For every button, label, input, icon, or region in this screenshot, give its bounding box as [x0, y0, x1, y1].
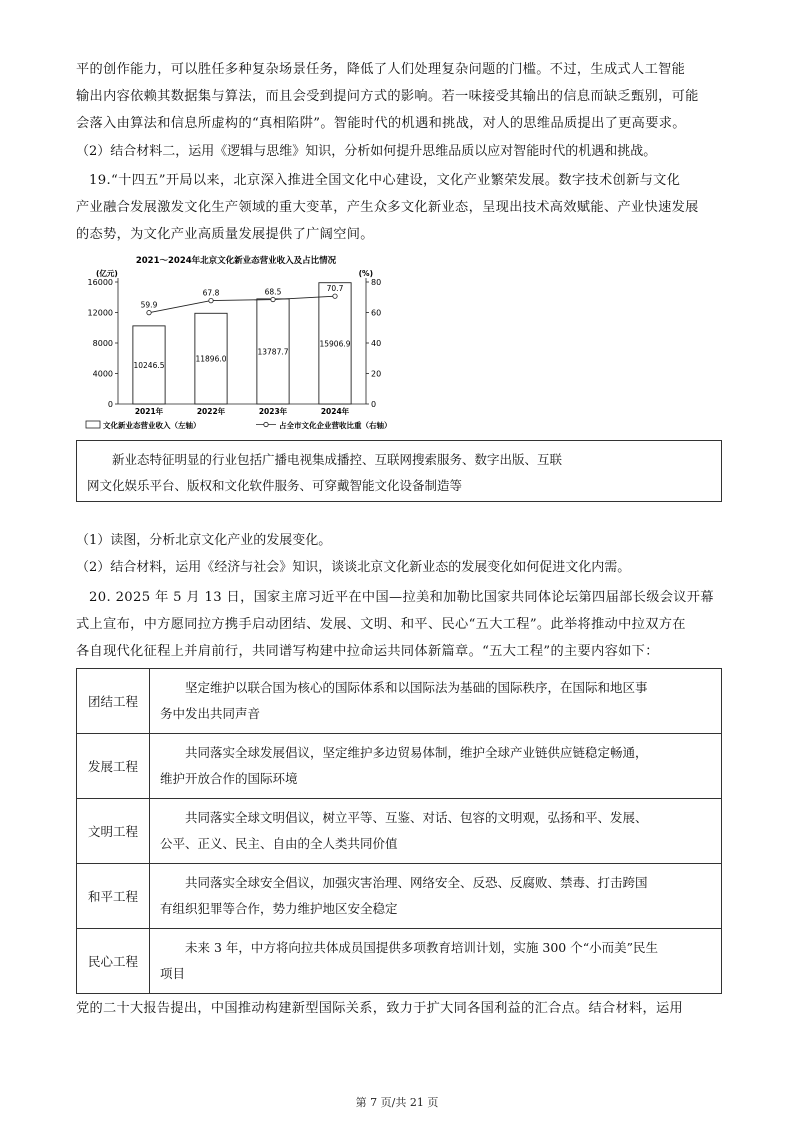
line-value-label: 70.7 [326, 284, 344, 294]
line-point [333, 294, 337, 298]
project-description [150, 864, 722, 929]
legend-line-marker [264, 422, 268, 426]
text-line: 维护开放合作的国际环境 [160, 771, 298, 786]
question-20-stem [76, 584, 726, 665]
right-tick-label: 80 [371, 278, 382, 287]
left-tick-label: 16000 [87, 278, 113, 287]
project-description [150, 799, 722, 864]
right-axis-unit: (%) [358, 269, 373, 278]
page-number: 第 7 页/共 21 页 [355, 1096, 439, 1109]
table-row [77, 734, 722, 799]
text-line: 坚定维护以联合国为核心的国际体系和以国际法为基础的国际秩序，在国际和地区事 [185, 680, 648, 695]
table-row [77, 669, 722, 734]
new-business-note [76, 440, 722, 502]
text-line: 未来 3 年，中方将向拉共体成员国提供多项教育培训计划，实施 300 个“小而美”民生 [185, 940, 658, 955]
x-tick-label: 2022年 [196, 407, 226, 416]
right-tick-label: 20 [371, 369, 382, 379]
left-tick-label: 12000 [87, 308, 113, 318]
line-value-label: 68.5 [264, 287, 282, 297]
text-line: 共同落实全球发展倡议，坚定维护多边贸易体制，维护全球产业链供应链稳定畅通， [185, 745, 648, 760]
text-line: 有组织犯罪等合作，势力维护地区安全稳定 [160, 901, 398, 916]
left-tick-label: 8000 [92, 339, 113, 348]
line-point [147, 310, 151, 314]
project-description [150, 929, 722, 994]
table-row [77, 799, 722, 864]
table-row [77, 864, 722, 929]
five-projects-table [76, 668, 722, 994]
bar-value-label: 11896.0 [195, 354, 227, 364]
text-line: 平的创作能力，可以胜任多种复杂场景任务，降低了人们处理复杂问题的门槛。不过，生成式人工智能 [76, 62, 686, 77]
share-line [149, 296, 335, 312]
table-row [77, 929, 722, 994]
right-tick-label: 60 [371, 308, 382, 318]
text-line: 新业态特征明显的行业包括广播电视集成播控、互联网搜索服务、数字出版、互联 [112, 452, 563, 467]
project-name: 发展工程 [77, 734, 150, 799]
x-tick-label: 2023年 [258, 407, 288, 416]
right-tick-label: 0 [371, 400, 377, 409]
text-line: 式上宣布，中方愿同拉方携手启动团结、发展、文明、和平、民心“五大工程”。此举将推动中拉双方在 [76, 617, 686, 632]
text-line: 公平、正义、民主、自由的全人类共同价值 [160, 836, 398, 851]
chart-legend [86, 420, 392, 430]
text-line: 务中发出共同声音 [160, 706, 261, 721]
line-value-label: 67.8 [202, 288, 220, 298]
text-line: 19.“十四五”开局以来，北京深入推进全国文化中心建设，文化产业繁荣发展。数字技术创新与文化 [89, 173, 681, 188]
text-line: 网文化娱乐平台、版权和文化软件服务、可穿戴智能文化设备制造等 [87, 478, 463, 493]
left-tick-label: 0 [107, 400, 113, 409]
text-line: 共同落实全球文明倡议，树立平等、互鉴、对话、包容的文明观，弘扬和平、发展、 [185, 810, 648, 825]
text-line: 共同落实全球安全倡议，加强灾害治理、网络安全、反恐、反腐败、禁毒、打击跨国 [185, 875, 648, 890]
x-tick-label: 2021年 [134, 407, 164, 416]
text-line: 的态势，为文化产业高质量发展提供了广阔空间。 [76, 227, 374, 242]
text-line: 会落入由算法和信息所虚构的“真相陷阱”。智能时代的机遇和挑战，对人的思维品质提出了更高要求。 [76, 116, 686, 131]
legend-bar-label: 文化新业态营业收入（左轴） [103, 421, 201, 430]
project-name: 文明工程 [77, 799, 150, 864]
material-two-continuation [76, 56, 726, 137]
text-line: 输出内容依赖其数据集与算法，而且会受到提问方式的影响。若一味接受其输出的信息而缺乏甄别，可能 [76, 89, 699, 104]
question-19-2: （2）结合材料，运用《经济与社会》知识，谈谈北京文化新业态的发展变化如何促进文化内需。 [76, 560, 631, 575]
legend-bar-swatch [86, 421, 100, 428]
text-line: 20. 2025 年 5 月 13 日，国家主席习近平在中国—拉美和加勒比国家共同体论坛第四届部长级会议开幕 [89, 590, 714, 605]
project-name: 团结工程 [77, 669, 150, 734]
line-point [209, 298, 213, 302]
question-19-stem [76, 167, 726, 248]
right-tick-label: 40 [371, 339, 382, 348]
bar-value-label: 10246.5 [133, 360, 165, 370]
project-description [150, 734, 722, 799]
text-line: 产业融合发展激发文化生产领域的重大变革，产生众多文化新业态，呈现出技术高效赋能、产业快速发展 [76, 200, 699, 215]
left-axis-unit: (亿元) [96, 269, 118, 278]
legend-line-label: 占全市文化企业营收比重（右轴） [279, 421, 392, 430]
text-line: 项目 [160, 966, 186, 981]
project-name: 民心工程 [77, 929, 150, 994]
revenue-chart [76, 252, 396, 437]
chart-title: 2021～2024年北京文化新业态营业收入及占比情况 [135, 256, 337, 266]
project-name: 和平工程 [77, 864, 150, 929]
line-series [141, 284, 344, 315]
line-point [271, 297, 275, 301]
bar-series [133, 283, 351, 404]
project-description [150, 669, 722, 734]
x-tick-label: 2024年 [320, 407, 350, 416]
left-tick-label: 4000 [92, 369, 113, 379]
question-19-1: （1）读图，分析北京文化产业的发展变化。 [76, 533, 332, 548]
bar-value-label: 15906.9 [319, 339, 351, 349]
question-20-prompt: 党的二十大报告提出，中国推动构建新型国际关系，致力于扩大同各国利益的汇合点。结合材料，运用 [76, 1001, 683, 1016]
line-value-label: 59.9 [140, 300, 158, 310]
bar-value-label: 13787.7 [257, 347, 289, 357]
question-18-2: （2）结合材料二，运用《逻辑与思维》知识，分析如何提升思维品质以应对智能时代的机遇和挑战。 [76, 144, 657, 159]
text-line: 各自现代化征程上并肩前行，共同谱写构建中拉命运共同体新篇章。“五大工程”的主要内容如下： [76, 644, 659, 659]
